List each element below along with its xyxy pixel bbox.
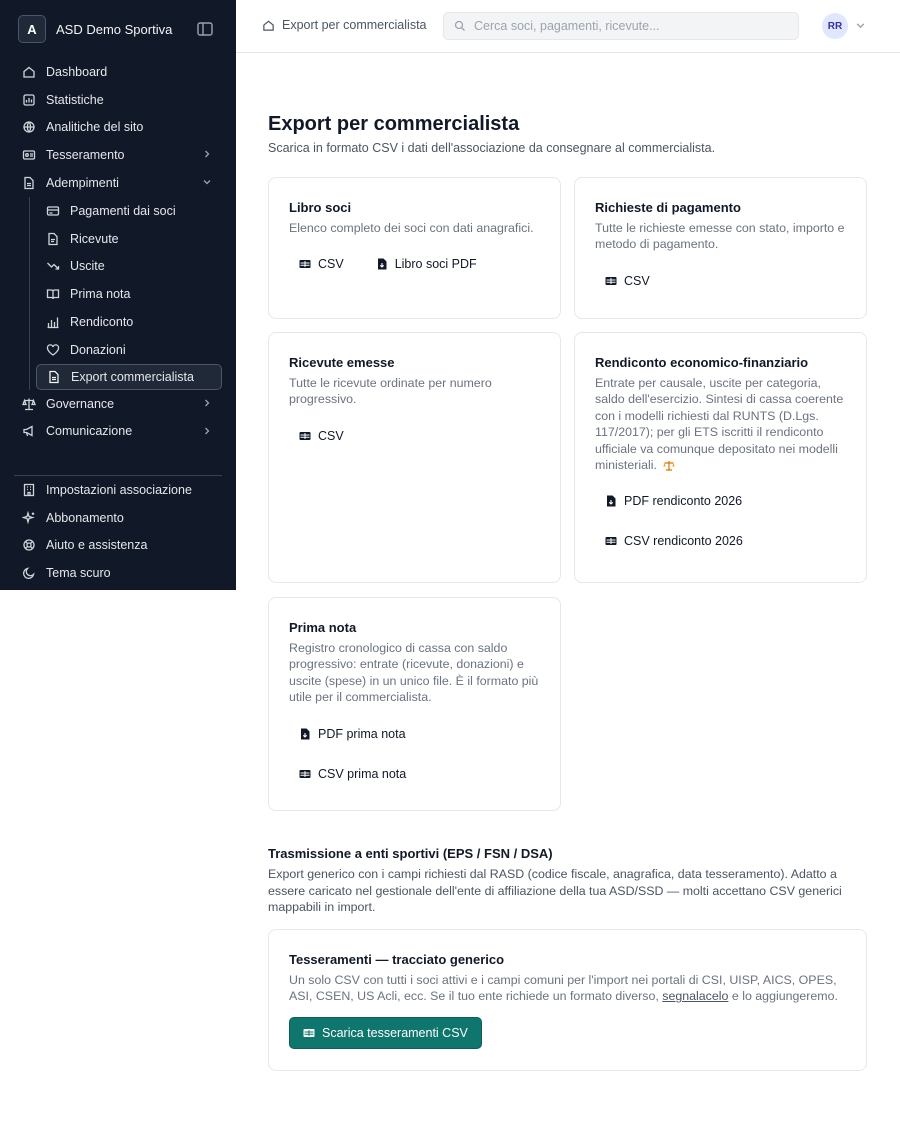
breadcrumb-label: Export per commercialista: [282, 18, 427, 32]
sidebar-item-tema-scuro[interactable]: [0, 559, 236, 587]
card-title: Prima nota: [289, 620, 357, 635]
pdf-download-button[interactable]: [366, 250, 487, 278]
card-description-text: Un solo CSV con tutti i soci attivi e i campi comuni per l'import nei portali di CSI, UISP, AICS, OPES, ASI, CSEN, US Acli, ecc. Se il tuo ente richiede un formato diverso,: [289, 973, 837, 1004]
button-label: CSV prima nota: [318, 766, 407, 781]
chevron-down-icon: [202, 177, 212, 187]
sidebar-item-label: Abbonamento: [46, 510, 124, 525]
chevron-right-icon: [202, 426, 212, 436]
search-box[interactable]: [443, 12, 799, 40]
card-description: Elenco completo dei soci con dati anagrafici.: [289, 221, 534, 235]
pdf-prima-nota-button[interactable]: [289, 720, 540, 748]
table-icon: [303, 1027, 315, 1039]
sidebar-item-analitiche[interactable]: [0, 114, 236, 142]
megaphone-icon: [22, 424, 36, 438]
card-description: Tutte le ricevute ordinate per numero progressivo.: [289, 376, 492, 407]
sidebar-item-label: Comunicazione: [46, 424, 133, 439]
card-description: [289, 972, 846, 1005]
book-icon: [46, 287, 60, 301]
sidebar-item-label: Tema scuro: [46, 566, 111, 581]
sidebar-item-prima-nota[interactable]: [0, 280, 236, 308]
sidebar-item-ricevute[interactable]: [0, 225, 236, 253]
search-input[interactable]: [474, 19, 774, 33]
scale-icon: [22, 397, 36, 411]
sidebar-item-tesseramento[interactable]: [0, 141, 236, 169]
sidebar-item-label: Uscite: [70, 259, 105, 274]
sidebar-item-aiuto[interactable]: [0, 532, 236, 560]
sidebar: [0, 0, 236, 590]
building-icon: [22, 483, 36, 497]
sidebar-item-label: Statistiche: [46, 92, 104, 107]
table-icon: [605, 535, 617, 547]
sidebar-bottom-nav: [0, 476, 236, 587]
sidebar-item-dashboard[interactable]: [0, 58, 236, 86]
sidebar-item-label: Aiuto e assistenza: [46, 538, 148, 553]
csv-download-button[interactable]: [595, 267, 660, 295]
card-ricevute-emesse: [268, 332, 561, 583]
card-title: Tesseramenti — tracciato generico: [289, 952, 505, 967]
button-label: CSV: [318, 428, 344, 443]
breadcrumb[interactable]: [262, 18, 427, 32]
credit-card-icon: [46, 204, 60, 218]
sidebar-item-uscite[interactable]: [0, 253, 236, 281]
bar-chart-icon: [46, 315, 60, 329]
page-subtitle: Scarica in formato CSV i dati dell'associazione da consegnare al commercialista.: [268, 141, 716, 155]
card-prima-nota: [268, 597, 561, 811]
chart-icon: [22, 93, 36, 107]
chevron-down-icon[interactable]: [855, 20, 866, 31]
card-title: Rendiconto economico-finanziario: [595, 355, 809, 370]
card-description-text: Entrate per causale, uscite per categoria, saldo dell'esercizio. Sintesi di cassa coerente con i modelli richiesti dal RUNTS (D.Lgs. 117/2017); per gli ETS iscritti il rendiconto ufficiale va comunque depositato nei modelli ministeriali.: [595, 376, 844, 473]
globe-icon: [22, 120, 36, 134]
sidebar-item-label: Dashboard: [46, 64, 108, 79]
file-download-icon: [605, 495, 617, 507]
table-icon: [605, 275, 617, 287]
brand-name: ASD Demo Sportiva: [56, 21, 173, 37]
card-tesseramenti: [268, 929, 867, 1071]
sidebar-item-statistiche[interactable]: [0, 86, 236, 114]
button-label: CSV: [624, 273, 650, 288]
button-label: Scarica tesseramenti CSV: [322, 1025, 468, 1040]
home-icon: [262, 19, 275, 32]
sidebar-item-label: Donazioni: [70, 342, 126, 357]
sidebar-item-label: Tesseramento: [46, 148, 125, 163]
button-label: PDF prima nota: [318, 726, 406, 741]
sidebar-item-adempimenti[interactable]: [0, 169, 236, 197]
csv-rendiconto-button[interactable]: [595, 527, 846, 555]
id-card-icon: [22, 148, 36, 162]
section-title-trasmissione: Trasmissione a enti sportivi (EPS / FSN / DSA): [268, 846, 553, 861]
card-description: [595, 375, 846, 473]
card-description-text: e lo aggiungeremo.: [731, 989, 838, 1004]
file-export-icon: [47, 370, 61, 384]
moon-icon: [22, 566, 36, 580]
sidebar-item-label: Export commercialista: [71, 369, 194, 384]
pdf-rendiconto-button[interactable]: [595, 487, 846, 515]
sidebar-nav: [0, 58, 236, 445]
home-icon: [22, 65, 36, 79]
file-download-icon: [376, 258, 388, 270]
chevron-right-icon: [202, 149, 212, 159]
sidebar-item-export-commercialista[interactable]: [36, 364, 222, 390]
sidebar-item-abbonamento[interactable]: [0, 504, 236, 532]
card-description: Registro cronologico di cassa con saldo progressivo: entrate (ricevute, donazioni) e uscite (spese) in un unico file. È il formato più utile per il commercialista.: [289, 641, 539, 705]
brand[interactable]: [18, 15, 172, 43]
card-title: Ricevute emesse: [289, 355, 395, 370]
card-title: Libro soci: [289, 200, 352, 215]
card-libro-soci: [268, 177, 561, 319]
sidebar-item-label: Governance: [46, 396, 115, 411]
sidebar-item-label: Prima nota: [70, 287, 131, 302]
section-description: Export generico con i campi richiesti dal RASD (codice fiscale, anagrafica, data tesseramento). Adatto a essere caricato nel gestionale dell'ente di affiliazione della tua ASD/SSD — molti accettano CSV generici mappabili in import.: [268, 867, 842, 915]
receipt-icon: [46, 232, 60, 246]
button-label: Libro soci PDF: [394, 257, 477, 272]
sidebar-item-donazioni[interactable]: [0, 336, 236, 364]
avatar[interactable]: RR: [822, 13, 848, 39]
document-icon: [22, 176, 36, 190]
topbar: [236, 0, 900, 53]
table-icon: [299, 258, 311, 270]
button-label: CSV: [318, 257, 344, 272]
card-rendiconto: [574, 332, 867, 583]
button-label: CSV rendiconto 2026: [624, 534, 743, 549]
page-title: Export per commercialista: [268, 113, 520, 135]
sparkles-icon: [22, 511, 36, 525]
sidebar-item-label: Ricevute: [70, 231, 119, 246]
card-title: Richieste di pagamento: [595, 200, 741, 215]
heart-icon: [46, 343, 60, 357]
file-download-icon: [299, 728, 311, 740]
button-label: PDF rendiconto 2026: [624, 494, 743, 509]
sidebar-item-label: Rendiconto: [70, 315, 134, 330]
sidebar-item-label: Adempimenti: [46, 176, 119, 191]
csv-download-button[interactable]: [289, 250, 354, 278]
adempimenti-submenu: [0, 197, 236, 390]
sidebar-item-impostazioni[interactable]: [0, 476, 236, 504]
sidebar-item-label: Pagamenti dai soci: [70, 203, 176, 218]
sidebar-item-pagamenti[interactable]: [0, 197, 236, 225]
brand-logo: A: [18, 15, 46, 43]
table-icon: [299, 430, 311, 442]
csv-download-button[interactable]: [289, 422, 354, 450]
sidebar-item-comunicazione[interactable]: [0, 418, 236, 446]
card-description: Tutte le richieste emesse con stato, importo e metodo di pagamento.: [595, 221, 845, 252]
search-icon: [454, 20, 466, 32]
table-icon: [299, 768, 311, 780]
card-richieste-pagamento: [574, 177, 867, 319]
scale-emoji-icon: [663, 460, 675, 471]
sidebar-item-governance[interactable]: [0, 390, 236, 418]
sidebar-item-label: Analitiche del sito: [46, 120, 144, 135]
download-tesseramenti-button[interactable]: [289, 1017, 482, 1049]
sidebar-item-rendiconto[interactable]: [0, 308, 236, 336]
report-format-link[interactable]: segnalacelo: [662, 989, 729, 1004]
chevron-right-icon: [202, 398, 212, 408]
csv-prima-nota-button[interactable]: [289, 760, 540, 788]
trending-down-icon: [46, 259, 60, 273]
sidebar-toggle-icon[interactable]: [196, 20, 214, 38]
sidebar-item-label: Impostazioni associazione: [46, 482, 192, 497]
lifebuoy-icon: [22, 538, 36, 552]
